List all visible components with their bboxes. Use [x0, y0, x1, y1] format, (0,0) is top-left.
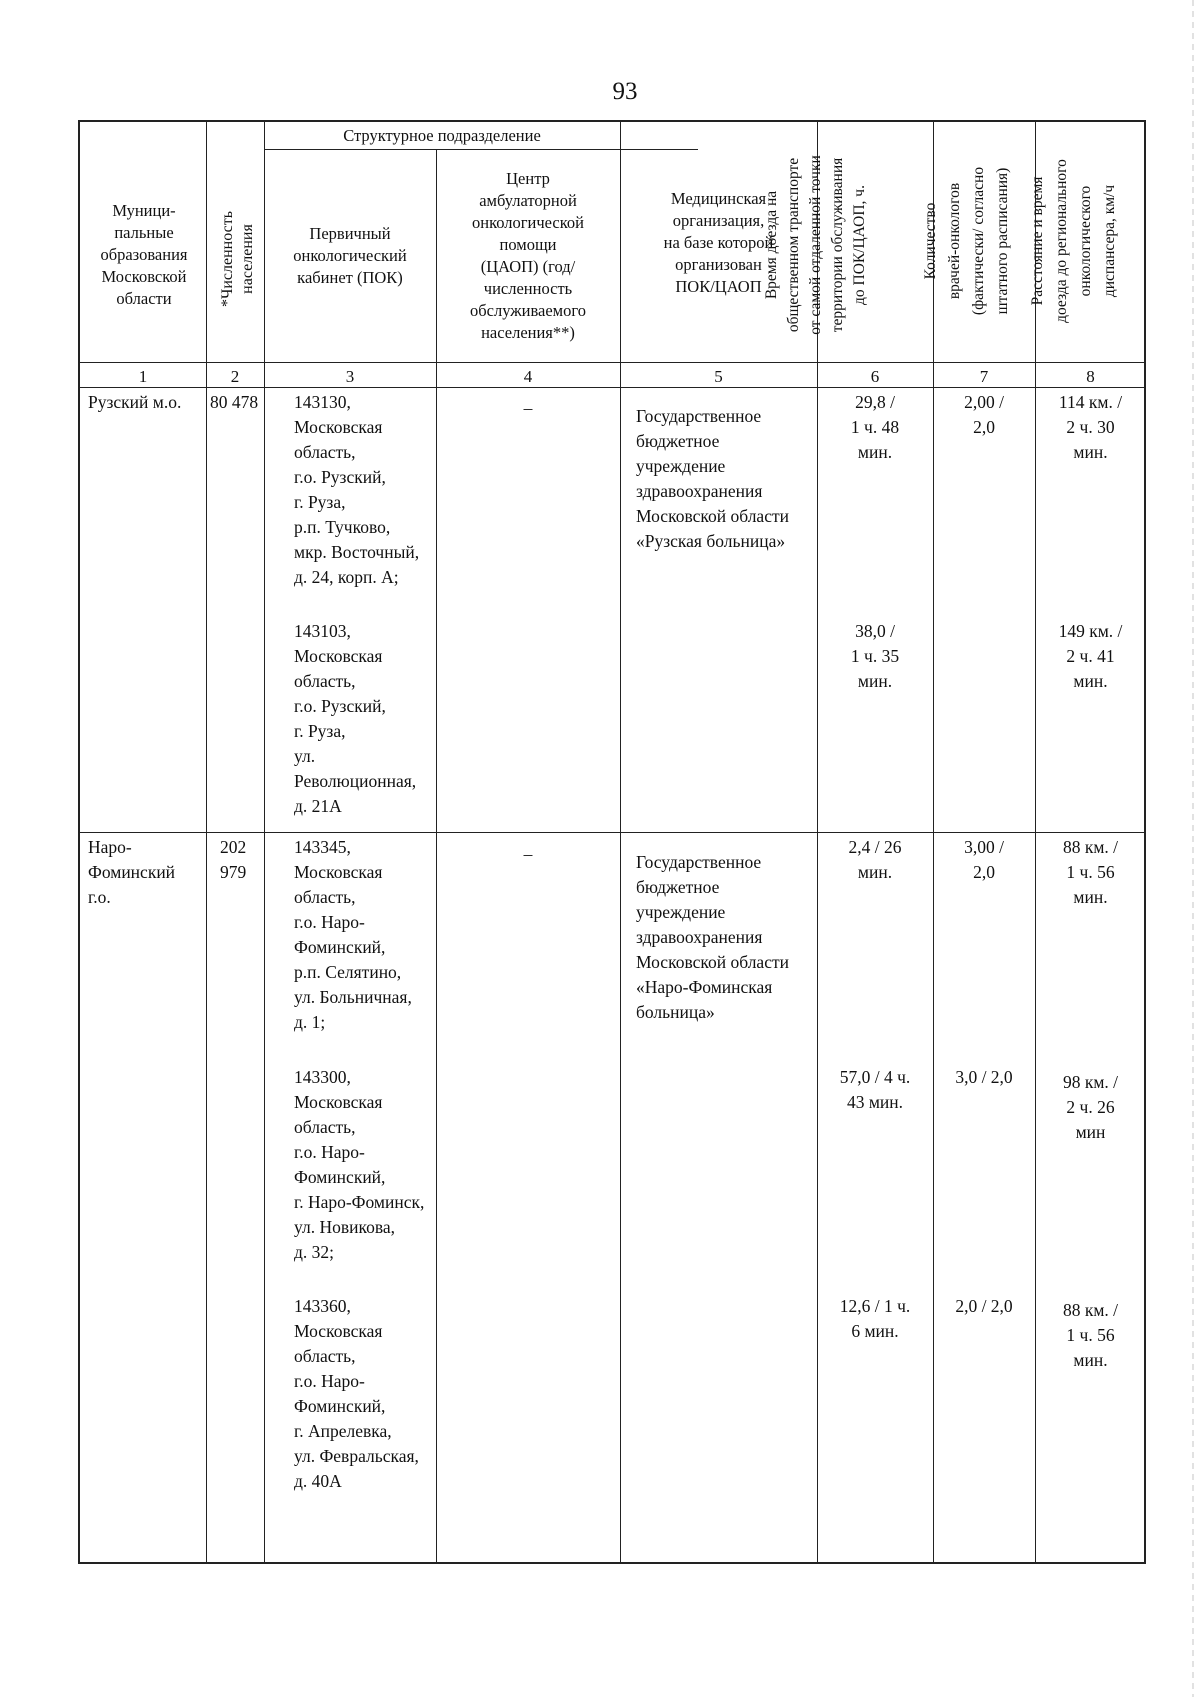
- oncologists-cell: 2,0 / 2,0: [955, 1296, 1013, 1316]
- medical-org-cell: Государственное бюджетное учреждение здравоохранения Московской области «Рузская больница»: [636, 406, 789, 551]
- column-number-3: 3: [345, 367, 355, 386]
- regional-distance-cell: 88 км. / 1 ч. 56 мин.: [1062, 837, 1119, 907]
- oncologists-cell: 2,00 / 2,0: [964, 392, 1004, 437]
- column-number-1: 1: [138, 367, 148, 386]
- medical-org-cell: Государственное бюджетное учреждение здравоохранения Московской области «Наро-Фоминская больница»: [636, 852, 789, 1022]
- pok-address-cell: 143300, Московская область, г.о. Наро- Фоминский, г. Наро-Фоминск, ул. Новикова, д. 32;: [294, 1067, 425, 1262]
- municipality-cell: Рузский м.о.: [88, 392, 182, 412]
- caop-cell: –: [523, 844, 533, 864]
- column-number-line: [80, 387, 1146, 388]
- pok-address-cell: 143345, Московская область, г.о. Наро- Фоминский, р.п. Селятино, ул. Больничная, д. 1;: [294, 837, 412, 1032]
- data-table: [78, 120, 1146, 1564]
- population-header: *Численность населения: [219, 210, 256, 308]
- regional-distance-header: Расстояние и время доезда до регионального онкологического диспансера, км/ч: [1029, 159, 1118, 323]
- travel-time-cell: 29,8 / 1 ч. 48 мин.: [850, 392, 900, 462]
- pok-header: Первичный онкологический кабинет (ПОК): [293, 224, 407, 287]
- oncologists-count-header: Количество врачей-онкологов (фактически/ согласно штатного расписания): [922, 166, 1011, 316]
- travel-time-cell: 2,4 / 26 мин.: [848, 837, 902, 882]
- travel-time-cell: 12,6 / 1 ч. 6 мин.: [839, 1296, 911, 1341]
- structural-division-header: Структурное подразделение: [343, 126, 541, 145]
- municipality-header: Муници- пальные образования Московской области: [100, 201, 188, 308]
- travel-time-cell: 38,0 / 1 ч. 35 мин.: [850, 621, 900, 691]
- scan-edge-artifact: [1192, 0, 1194, 1697]
- oncologists-cell: 3,00 / 2,0: [964, 837, 1004, 882]
- pok-address-cell: 143130, Московская область, г.о. Рузский, г. Руза, р.п. Тучково, мкр. Восточный, д. 24, корп. А;: [294, 392, 420, 587]
- regional-distance-cell: 88 км. / 1 ч. 56 мин.: [1062, 1300, 1119, 1370]
- oncologists-cell: 3,0 / 2,0: [955, 1067, 1013, 1087]
- caop-cell: –: [523, 398, 533, 418]
- column-number-8: 8: [1086, 367, 1095, 386]
- municipality-cell: Наро- Фоминский г.о.: [88, 837, 176, 907]
- page-number: 93: [612, 78, 638, 105]
- travel-time-header: Время доезда на общественном транспорте от самой отдаленной точки территории обслуживания до ПОК/ЦАОП, ч.: [763, 155, 868, 335]
- population-cell: 80 478: [210, 392, 259, 412]
- column-number-7: 7: [979, 367, 989, 386]
- regional-distance-cell: 98 км. / 2 ч. 26 мин: [1062, 1072, 1119, 1142]
- travel-time-cell: 57,0 / 4 ч. 43 мин.: [839, 1067, 911, 1112]
- pok-address-cell: 143103, Московская область, г.о. Рузский, г. Руза, ул. Революционная, д. 21А: [294, 621, 417, 816]
- caop-header: Центр амбулаторной онкологической помощи (ЦАОП) (год/ численность обслуживаемого населения**): [470, 169, 586, 342]
- col-divider-1: [206, 122, 207, 1564]
- row-divider: [80, 832, 1146, 833]
- pok-address-cell: 143360, Московская область, г.о. Наро- Фоминский, г. Апрелевка, ул. Февральская, д. 40А: [294, 1296, 419, 1491]
- column-number-6: 6: [870, 367, 880, 386]
- column-number-2: 2: [230, 367, 240, 386]
- regional-distance-cell: 149 км. / 2 ч. 41 мин.: [1058, 621, 1123, 691]
- medical-org-header: Медицинская организация, на базе которой организован ПОК/ЦАОП: [663, 189, 774, 296]
- column-number-4: 4: [523, 367, 533, 386]
- regional-distance-cell: 114 км. / 2 ч. 30 мин.: [1058, 392, 1123, 462]
- population-cell: 202 979: [220, 837, 247, 882]
- column-number-5: 5: [714, 367, 723, 386]
